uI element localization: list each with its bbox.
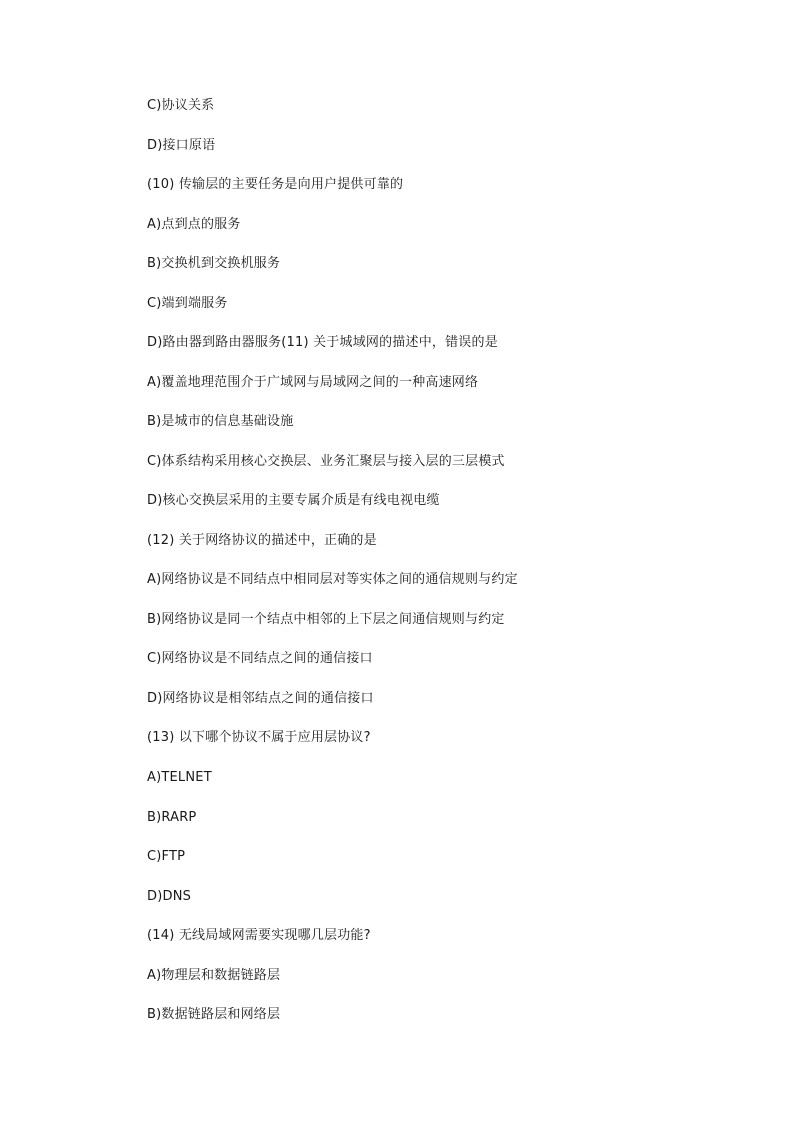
option-d-q13: D)DNS [147, 889, 192, 904]
option-c-q10: C)端到端服务 [147, 296, 228, 311]
option-d-q11: D)核心交换层采用的主要专属介质是有线电视电缆 [147, 493, 440, 508]
option-b-q14: B)数据链路层和网络层 [147, 1007, 281, 1022]
question-10: (10) 传输层的主要任务是向用户提供可靠的 [147, 177, 404, 192]
option-c-q9: C)协议关系 [147, 98, 215, 113]
question-14: (14) 无线局域网需要实现哪几层功能? [147, 928, 371, 943]
option-c-q12: C)网络协议是不同结点之间的通信接口 [147, 651, 373, 666]
option-d-q10-question-11: D)路由器到路由器服务(11) 关于城域网的描述中，错误的是 [147, 335, 498, 350]
option-c-q11: C)体系结构采用核心交换层、业务汇聚层与接入层的三层模式 [147, 454, 505, 469]
option-d-q12: D)网络协议是相邻结点之间的通信接口 [147, 691, 374, 706]
option-a-q14: A)物理层和数据链路层 [147, 968, 281, 983]
option-b-q11: B)是城市的信息基础设施 [147, 414, 294, 429]
option-a-q12: A)网络协议是不同结点中相同层对等实体之间的通信规则与约定 [147, 572, 518, 587]
option-a-q11: A)覆盖地理范围介于广域网与局域网之间的一种高速网络 [147, 375, 479, 390]
option-b-q13: B)RARP [147, 810, 197, 825]
option-b-q12: B)网络协议是同一个结点中相邻的上下层之间通信规则与约定 [147, 612, 505, 627]
option-a-q10: A)点到点的服务 [147, 217, 241, 232]
question-12: (12) 关于网络协议的描述中，正确的是 [147, 533, 377, 548]
option-a-q13: A)TELNET [147, 770, 212, 785]
option-c-q13: C)FTP [147, 849, 186, 864]
option-b-q10: B)交换机到交换机服务 [147, 256, 281, 271]
question-13: (13) 以下哪个协议不属于应用层协议? [147, 730, 371, 745]
option-d-q9: D)接口原语 [147, 138, 216, 153]
